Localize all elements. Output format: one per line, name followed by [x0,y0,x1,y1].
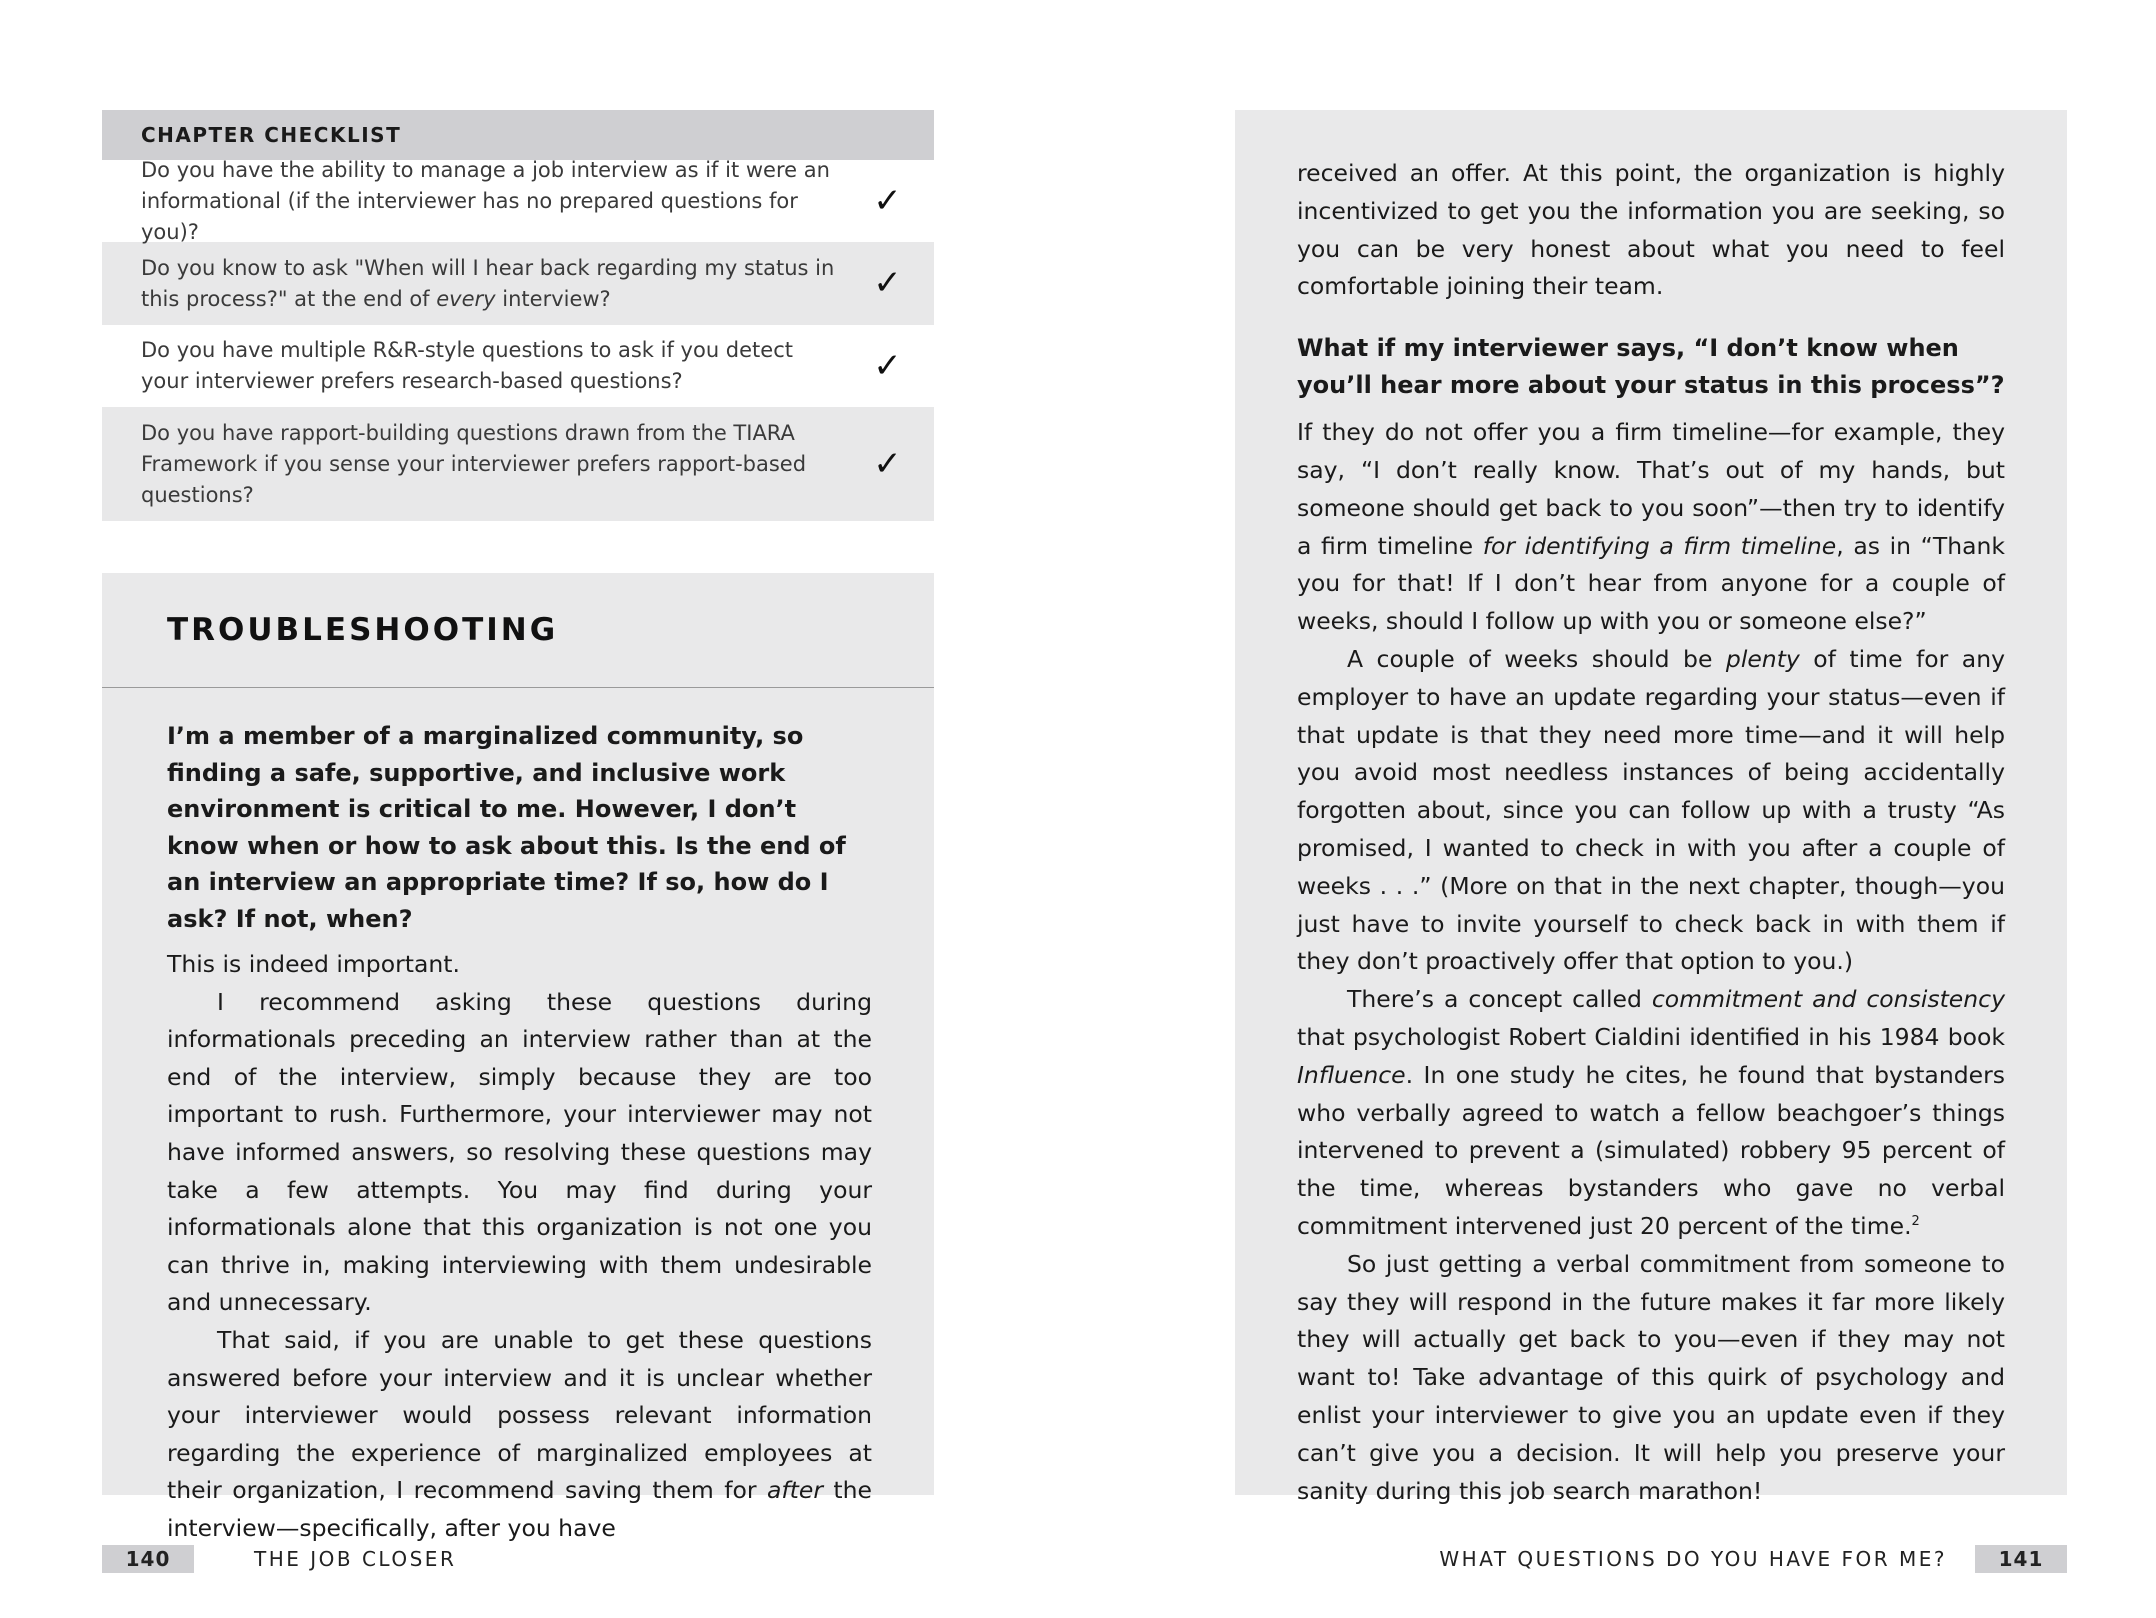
troubleshooting-heading: TROUBLESHOOTING [102,573,934,688]
troubleshooting-box [102,573,934,1542]
paragraph: This is indeed important. [167,950,460,978]
checkmark-icon: ✓ [873,180,902,221]
left-page-footer [102,1545,456,1573]
checklist-item [102,157,934,244]
paragraph [1297,414,2005,641]
checklist-text: Do you have the ability to manage a job interview as if it were an informational (if the interviewer has no prepared questions for you)? [141,157,830,244]
checklist-text: interview? [495,286,611,311]
running-head: THE JOB CLOSER [254,1547,457,1571]
paragraph-text: That said, if you are unable to get these questions answered before your interview and it is unclear whether your interviewer would possess relevant information regarding the experience of marginalized employees at their organization, I recommend saving them for [167,1325,872,1505]
troubleshooting-question: What if my interviewer says, “I don’t know when you’ll hear more about your status in this process”? [1297,334,2005,400]
paragraph-emphasis: plenty [1725,644,1800,673]
checklist-text: Do you have rapport-building questions drawn from the TIARA Framework if you sense your interviewer prefers rapport-based questions? [141,420,807,507]
right-page-footer [1439,1545,2067,1573]
right-page-body [1297,155,2005,1510]
checklist-text: Do you know to ask "When will I hear back regarding my status in this process?" at the end of [141,255,835,311]
paragraph-text: the interview—specifically, after you have [167,1476,872,1542]
paragraph-text: of time for any employer to have an update regarding your status—even if that update is that they need more time—and it will help you avoid most needless instances of being accidentally forgotten about, since you can follow up with a trusty “As promised, I wanted to check in with you after a couple of weeks . . .” (More on that in the next chapter, though—you just have to invite yourself to check back in with them if they don’t proactively offer that option to you.) [1297,644,2005,976]
checklist-item [102,325,934,407]
paragraph: received an offer. At this point, the organization is highly incentivized to get you the information you are seeking, so you can be very honest about what you need to feel comfortable joining their team. [1297,159,2005,301]
troubleshooting-body [102,688,934,1548]
checklist-title: CHAPTER CHECKLIST [102,110,934,160]
footnote-marker: 2 [1911,1214,1920,1230]
running-head: WHAT QUESTIONS DO YOU HAVE FOR ME? [1439,1547,1947,1571]
paragraph-text: If they do not offer you a firm timeline—for example, they say, “I don’t really know. That’s out of my hands, but someone should get back to you soon”—then try to identify a firm timeline [1297,418,2005,560]
paragraph-emphasis: after [766,1476,823,1505]
paragraph [1297,981,2005,1246]
checklist-item [102,407,934,521]
paragraph-emphasis: for identifying a firm timeline [1482,531,1837,560]
checklist-item [102,242,934,325]
book-title: Influence [1297,1060,1406,1089]
checklist-question [141,253,841,315]
checkmark-icon: ✓ [873,443,902,484]
chapter-checklist [102,110,934,521]
troubleshooting-question: I’m a member of a marginalized community, so finding a safe, supportive, and inclusive work environment is critical to me. However, I don’t know when or how to ask about this. Is the end of an interview an appropriate time? If so, how do I ask? If not, when? [167,722,846,933]
checklist-question [141,335,841,397]
checkmark-icon: ✓ [873,345,902,386]
checklist-question [141,155,841,248]
page-number: 141 [1975,1545,2067,1573]
paragraph: I recommend asking these questions during informationals preceding an interview rather than at the end of the interview, simply because they are too important to rush. Furthermore, your interviewer may not have informed answers, so resolving these questions may take a few attempts. You may find during your informationals alone that this organization is not one you can thrive in, making interviewing with them undesirable and unnecessary. [167,987,872,1317]
paragraph-text: that psychologist Robert Cialdini identified in his 1984 book [1297,1022,2005,1051]
checklist-emphasis: every [436,286,496,311]
paragraph: So just getting a verbal commitment from someone to say they will respond in the future makes it far more likely they will actually get back to you—even if they may not want to! Take advantage of this quirk of psychology and enlist your interviewer to give you an update even if they can’t give you a decision. It will help you preserve your sanity during this job search marathon! [1297,1249,2005,1505]
paragraph-emphasis: commitment and consistency [1651,985,2005,1014]
paragraph-text: There’s a concept called [1347,985,1652,1014]
paragraph [167,1322,872,1548]
right-page-box [1235,110,2067,1505]
paragraph [1297,641,2005,981]
checklist-question [141,418,841,511]
checklist-text: Do you have multiple R&R-style questions to ask if you detect your interviewer prefers research-based questions? [141,338,793,393]
paragraph-text: A couple of weeks should be [1347,644,1726,673]
checkmark-icon: ✓ [873,263,902,303]
page-number: 140 [102,1545,194,1573]
paragraph-text: , as in “Thank you for that! If I don’t hear from anyone for a couple of weeks, should I follow up with you or someone else?” [1297,531,2005,636]
paragraph-text: . In one study he cites, he found that bystanders who verbally agreed to watch a fellow beachgoer’s things intervened to prevent a (simulated) robbery 95 percent of the time, whereas bystanders who gave no verbal commitment intervened just 20 percent of the time. [1297,1060,2005,1240]
